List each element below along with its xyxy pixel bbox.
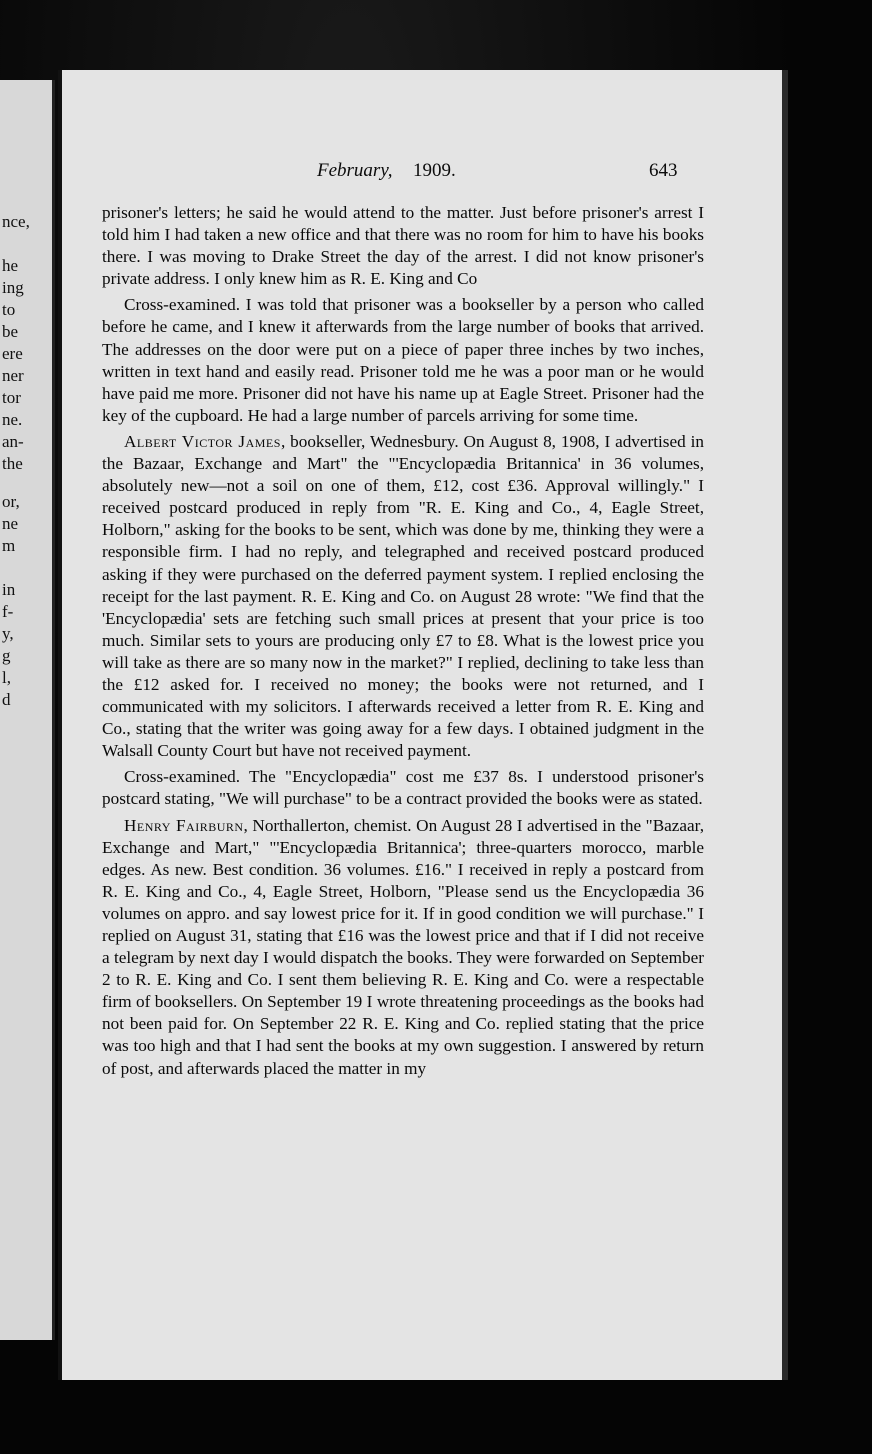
- facing-fragment: be: [2, 322, 19, 341]
- facing-page-edge: [0, 80, 55, 1340]
- witness-name: Henry Fairburn: [124, 815, 244, 835]
- facing-fragment: f-: [2, 602, 14, 621]
- paragraph: [102, 815, 704, 1080]
- facing-fragment: in: [2, 580, 16, 599]
- paragraph: [102, 202, 704, 290]
- running-header: [62, 160, 782, 184]
- facing-fragment: nce,: [2, 212, 30, 231]
- witness-name: Albert Victor James: [124, 431, 281, 451]
- facing-fragment: ing: [2, 278, 24, 297]
- paragraph: [102, 294, 704, 427]
- header-month: February,: [317, 160, 393, 181]
- facing-fragment: tor: [2, 388, 21, 407]
- facing-fragment: or,: [2, 492, 20, 511]
- paragraph: [102, 431, 704, 762]
- facing-fragment: an-: [2, 432, 24, 451]
- paragraph-text: , bookseller, Wednesbury. On August 8, 1908, I advertised in the Bazaar, Exchange and Mart" the "'Encyclopædia Britannica' in 36 volumes, absolutely new—not a soil on one of them, £12, cost £36. Approval willingly." I received postcard produced in reply from "R. E. King and Co., 4, Eagle Street, Holborn," asking for the books to be sent, which was done by me, thinking they were a responsible firm. I had no reply, and telegraphed and received postcard produced asking if they were purchased on the deferred payment system. I replied enclosing the receipt for the last payment. R. E. King and Co. on August 28 wrote: "We find that the 'Encyclopædia' sets are fetching such small prices at present that your price is too much. Similar sets to yours are producing only £7 to £8. What is the lowest price you will take as there are so many now in the market?" I replied, declining to take less than the £12 asked for. I received no money; the books were not returned, and I communicated with my solicitors. I afterwards received a letter from R. E. King and Co., stating that the writer was going away for a few days. I obtained judgment in the Walsall County Court but have not received payment.: [102, 431, 704, 761]
- paragraph-text: Cross-examined. I was told that prisoner was a bookseller by a person who called before he came, and I knew it afterwards from the large number of books that arrived. The addresses on the door were put on a piece of paper three inches by two inches, written in text hand and easily read. Prisoner told me he was a poor man or he would have paid me more. Prisoner did not have his name up at Eagle Street. Prisoner had the key of the cupboard. He had a large number of parcels arriving for some time.: [102, 295, 704, 425]
- paragraph-text: Cross-examined. The "Encyclopædia" cost me £37 8s. I understood prisoner's postcard stating, "We will purchase" to be a contract provided the books were as stated.: [102, 767, 704, 809]
- facing-fragment: ner: [2, 366, 24, 385]
- paragraph: [102, 766, 704, 810]
- facing-fragment: ne: [2, 514, 19, 533]
- book-page: [58, 70, 788, 1380]
- facing-fragment: g: [2, 646, 11, 665]
- header-year: 1909.: [413, 160, 456, 181]
- page-body: [102, 202, 704, 1084]
- facing-fragment: d: [2, 690, 11, 709]
- facing-fragment: ere: [2, 344, 23, 363]
- facing-fragment: ne.: [2, 410, 23, 429]
- facing-fragment: l,: [2, 668, 11, 687]
- paragraph-text: , Northallerton, chemist. On August 28 I advertised in the "Bazaar, Exchange and Mart," "'Encyclopædia Britannica'; three-quarters morocco, marble edges. As new. Best condition. 36 volumes. £16." I received in reply a postcard from R. E. King and Co., 4, Eagle Street, Holborn, "Please send us the Encyclopædia 36 volumes on appro. and say lowest price for it. If in good condition we will purchase." I replied on August 31, stating that £16 was the lowest price and that if I did not receive a telegram by next day I would dispatch the books. They were forwarded on September 2 to R. E. King and Co. I sent them believing R. E. King and Co. were a respectable firm of booksellers. On September 19 I wrote threatening proceedings as the books had not been paid for. On September 22 R. E. King and Co. replied stating that the price was too high and that I had sent the books at my own suggestion. I answered by return of post, and afterwards placed the matter in my: [102, 815, 705, 1078]
- paragraph-text: prisoner's letters; he said he would attend to the matter. Just before prisoner's arrest I told him I had taken a new office and that there was no room for him to have his books there. I was moving to Drake Street the day of the arrest. I did not know prisoner's private address. I only knew him as R. E. King and Co: [102, 203, 704, 289]
- page-number: 643: [649, 160, 678, 181]
- facing-fragment: y,: [2, 624, 14, 643]
- facing-fragment: he: [2, 256, 19, 275]
- facing-fragment: to: [2, 300, 16, 319]
- facing-fragment: the: [2, 454, 23, 473]
- facing-fragment: m: [2, 536, 16, 555]
